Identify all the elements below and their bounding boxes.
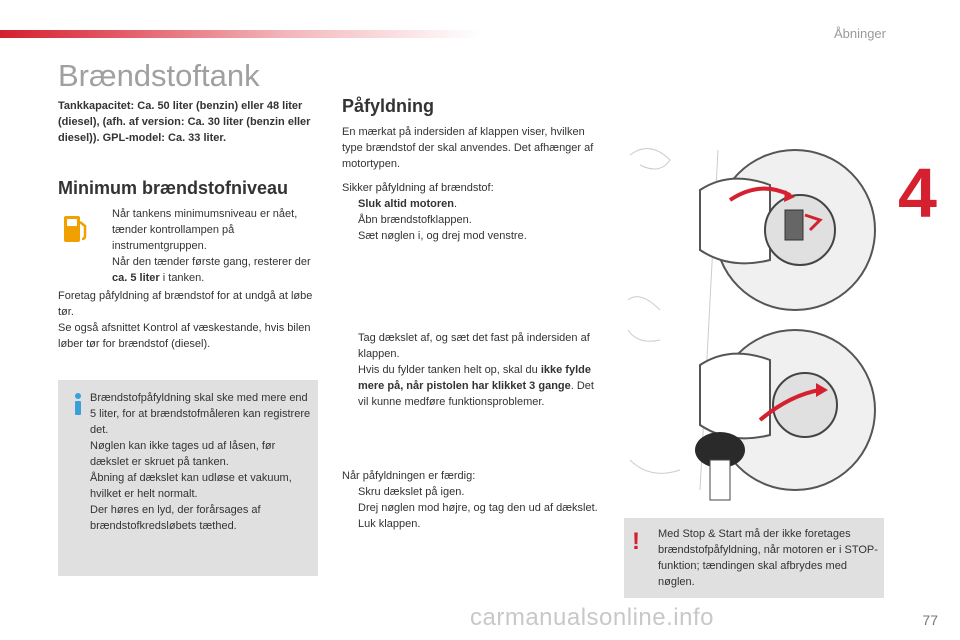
- info-line: Brændstofpåfyldning skal ske med mere end 5 liter, for at brændstofmåleren kan registrere det.: [90, 392, 311, 436]
- bullet-icon: [342, 500, 358, 516]
- fuel-flap-open-image: [700, 150, 875, 310]
- filling-steps: [342, 330, 598, 410]
- info-text: [90, 390, 314, 534]
- list-item: Åbn brændstofklappen.: [342, 212, 598, 228]
- safe-refuel-title: Sikker påfyldning af brændstof:: [342, 182, 494, 194]
- fuel-cap-key-image: [695, 330, 875, 500]
- bullet-icon: [342, 330, 358, 362]
- list-item: Skru dækslet på igen.: [342, 484, 598, 500]
- page-number: 77: [922, 612, 938, 628]
- minimum-level-line1: Når tankens minimumsniveau er nået, tænder kontrollampen på instrumentgruppen.: [112, 208, 298, 252]
- bullet-icon: [342, 196, 358, 212]
- minimum-level-line2: Når den tænder første gang, resterer der ca. 5 liter i tanken.: [112, 256, 311, 284]
- warning-box: [624, 518, 884, 598]
- list-item: Sluk altid motoren.: [342, 196, 598, 212]
- refuel-advice-line2: Se også afsnittet Kontrol af væskestande, hvis bilen løber tør for brændstof (diesel).: [58, 322, 311, 350]
- section-name: Åbninger: [833, 26, 886, 41]
- chapter-number: 4: [898, 154, 937, 232]
- refuel-advice: [58, 288, 318, 352]
- list-item: Drej nøglen mod højre, og tag den ud af dækslet.: [342, 500, 598, 516]
- safe-refuel-steps: [342, 180, 598, 244]
- bullet-icon: [342, 228, 358, 244]
- minimum-level-heading: Minimum brændstofniveau: [58, 178, 289, 198]
- warning-text: Med Stop & Start må der ikke foretages brændstofpåfyldning, når motoren er i STOP-funktion; tændingen skal afbrydes med nøglen.: [658, 528, 878, 588]
- info-line: Åbning af dækslet kan udløse et vakuum, hvilket er helt normalt.: [90, 472, 292, 500]
- bullet-icon: [342, 362, 358, 410]
- bullet-icon: [342, 484, 358, 500]
- list-item: Luk klappen.: [342, 516, 598, 532]
- list-item: Tag dækslet af, og sæt det fast på indersiden af klappen.: [342, 330, 598, 362]
- fuel-cap-illustrations: [620, 140, 880, 510]
- page-title: Brændstoftank: [58, 58, 260, 93]
- refueling-intro: En mærkat på indersiden af klappen viser, hvilken type brændstof der skal anvendes. Det afhænger af motortypen.: [342, 126, 594, 170]
- bullet-icon: [342, 212, 358, 228]
- info-line: Der høres en lyd, der forårsages af brændstofkredsløbets tæthed.: [90, 504, 261, 532]
- header-color-bar: [0, 30, 480, 38]
- info-icon: [70, 392, 86, 416]
- tank-capacity-text: Tankkapacitet: Ca. 50 liter (benzin) eller 48 liter (diesel), (afh. af version: Ca. 30 liter (benzin eller diesel)). GPL-model: Ca. 33 liter.: [58, 100, 311, 144]
- refueling-heading: Påfyldning: [342, 96, 435, 116]
- list-item: Hvis du fylder tanken helt op, skal du ikke fylde mere på, når pistolen har klikket 3 gange. Det vil kunne medføre funktionsproblemer.: [342, 362, 598, 410]
- finish-title: Når påfyldningen er færdig:: [342, 470, 476, 482]
- bullet-icon: [342, 516, 358, 532]
- exclamation-icon: !: [632, 528, 640, 555]
- watermark: carmanualsonline.info: [470, 604, 714, 631]
- refuel-advice-line1: Foretag påfyldning af brændstof for at undgå at løbe tør.: [58, 290, 313, 318]
- fuel-pump-icon: [62, 212, 90, 244]
- minimum-level-text: [112, 206, 317, 286]
- list-item: Sæt nøglen i, og drej mod venstre.: [342, 228, 598, 244]
- finish-steps: [342, 468, 598, 532]
- info-box: [58, 380, 318, 576]
- info-line: Nøglen kan ikke tages ud af låsen, før dækslet er skruet på tanken.: [90, 440, 276, 468]
